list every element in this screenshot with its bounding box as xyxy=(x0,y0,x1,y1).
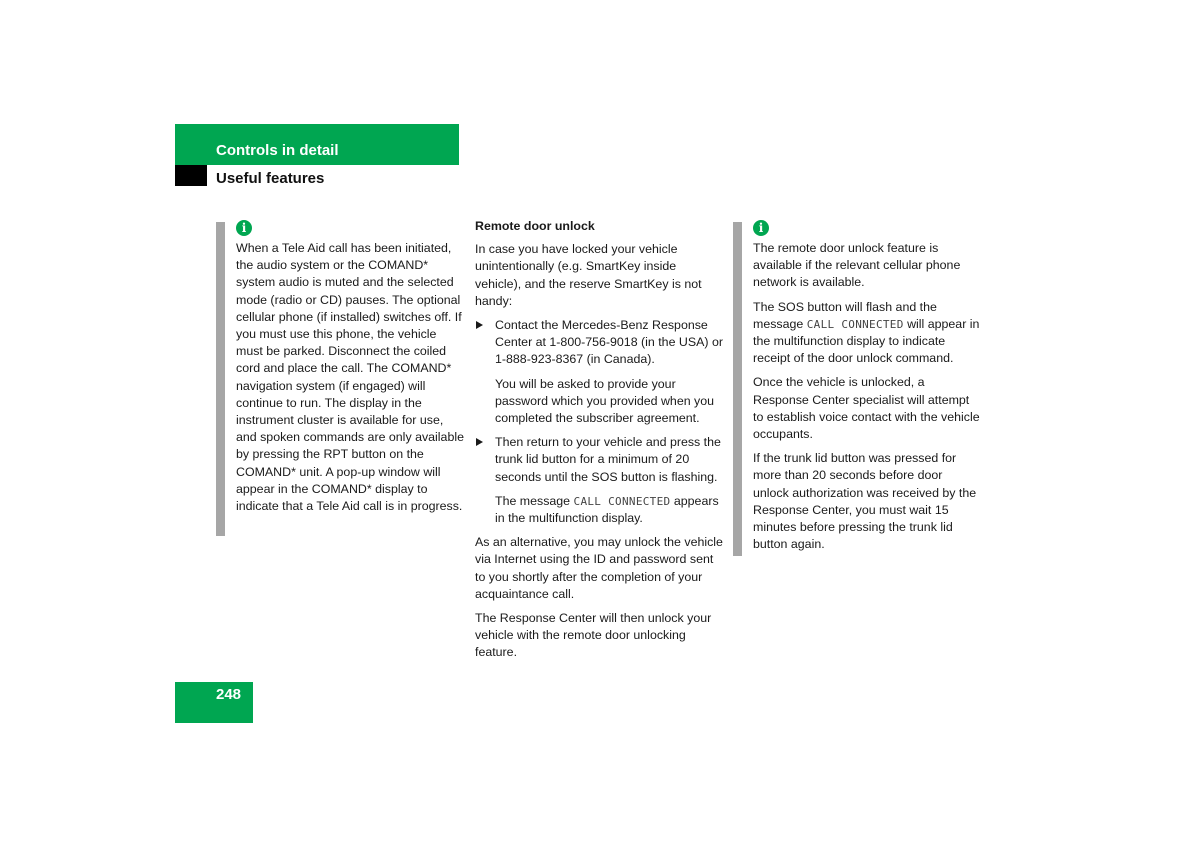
right-note-para-4: If the trunk lid button was pressed for more than 20 seconds before door unlock authorization was received by the Response Center, you must wait 15 minutes before pressing the trunk lid button again. xyxy=(753,451,977,552)
page-number: 248 xyxy=(216,686,242,703)
left-note-bar xyxy=(216,222,225,536)
subsection-title: Useful features xyxy=(216,170,325,187)
remote-door-unlock-section xyxy=(475,218,723,669)
right-note-para-2-before: The SOS button will flash and the message xyxy=(753,299,937,331)
right-note-para-3: Once the vehicle is unlocked, a Response Center specialist will attempt to establish voice contact with the vehicle occupants. xyxy=(753,375,980,442)
step-2-note-after: appears in the multifunction display. xyxy=(495,493,719,526)
intro-paragraph: In case you have locked your vehicle unintentionally (e.g. SmartKey inside vehicle), and the reserve SmartKey is not handy: xyxy=(475,242,702,308)
subsection-marker xyxy=(175,165,207,186)
step-2-note xyxy=(475,493,723,527)
info-icon: i xyxy=(236,220,252,236)
page-number-box xyxy=(175,682,253,723)
step-1 xyxy=(475,317,723,369)
left-note xyxy=(236,220,464,522)
step-1-note: You will be asked to provide your password which you provided when you completed the subscriber agreement. xyxy=(495,376,715,426)
right-note-para-1: The remote door unlock feature is available if the relevant cellular phone network is available. xyxy=(753,241,961,290)
step-1-text: Contact the Mercedes-Benz Response Center at 1-800-756-9018 (in the USA) or 1-888-923-8367 (in Canada). xyxy=(495,318,723,367)
info-icon: i xyxy=(753,220,769,236)
bullet-arrow-icon xyxy=(476,438,483,446)
alternative-paragraph: As an alternative, you may unlock the vehicle via Internet using the ID and password sent to you shortly after the completion of your acquaintance call. xyxy=(475,535,723,601)
step-2-note-before: The message xyxy=(495,493,574,508)
right-note-para-2-after: will appear in the multifunction display to indicate receipt of the door unlock command. xyxy=(753,316,980,366)
display-message: CALL CONNECTED xyxy=(806,317,904,331)
right-note-para-2 xyxy=(753,299,981,368)
left-note-text: When a Tele Aid call has been initiated, the audio system or the COMAND* system audio is muted and the selected mode (radio or CD) pauses. The optional cellular phone (if installed) switches off. If you must use this phone, the vehicle must be parked. Disconnect the coiled cord and place the call. The COMAND* navigation system (if engaged) will continue to run. The display in the instrument cluster is available for use, and spoken commands are only available by pressing the RPT button on the COMAND* unit. A pop-up window will appear in the COMAND* display to indicate that a Tele Aid call is in progress. xyxy=(236,241,464,514)
section-heading: Remote door unlock xyxy=(475,219,595,233)
step-2 xyxy=(475,434,723,486)
section-title: Controls in detail xyxy=(216,142,339,159)
display-message: CALL CONNECTED xyxy=(573,494,671,508)
right-note-bar xyxy=(733,222,742,556)
step-2-text: Then return to your vehicle and press the trunk lid button for a minimum of 20 seconds until the SOS button is flashing. xyxy=(495,435,721,484)
bullet-arrow-icon xyxy=(476,321,483,329)
closing-paragraph: The Response Center will then unlock your vehicle with the remote door unlocking feature. xyxy=(475,611,712,660)
right-note xyxy=(753,220,981,560)
